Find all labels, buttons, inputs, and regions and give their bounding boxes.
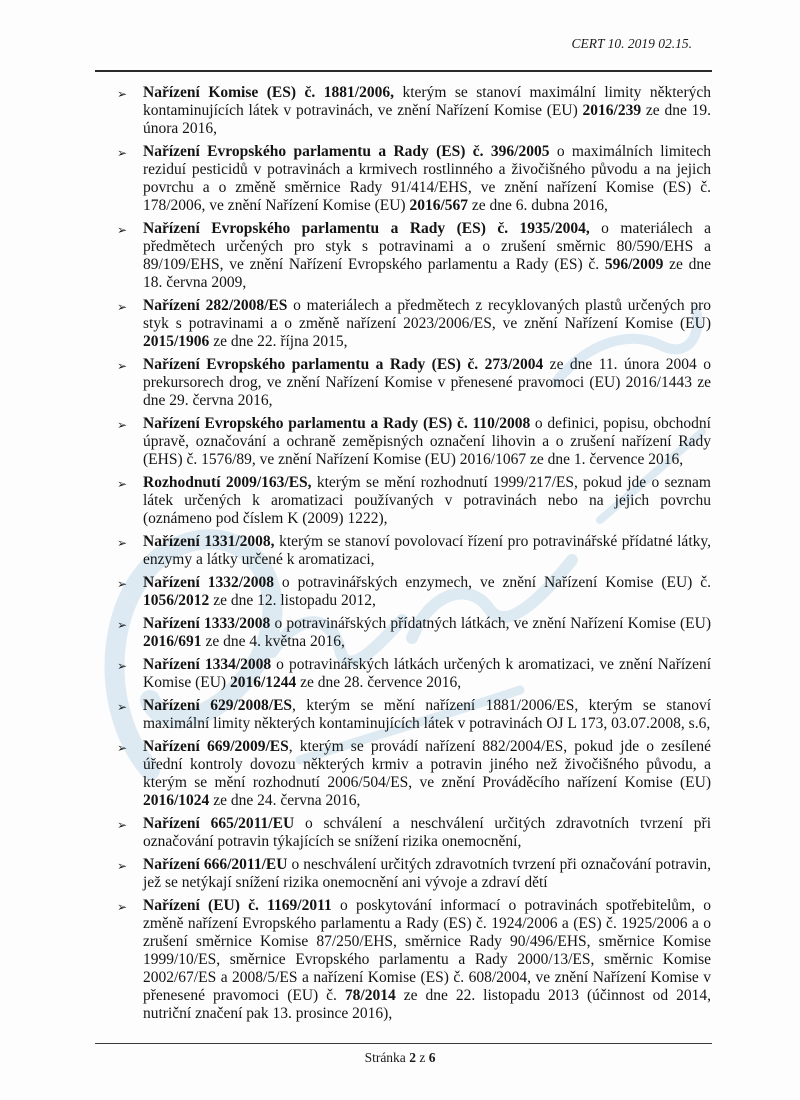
text-segment: 78/2014 (344, 987, 396, 1004)
list-item (95, 656, 711, 692)
text-segment: 2016/239 (582, 102, 642, 119)
text-segment: Nařízení 669/2009/ES (143, 738, 289, 755)
text-segment: ze dne 6. dubna 2016, (468, 197, 608, 214)
list-item (95, 574, 711, 610)
text-segment: 596/2009 (604, 256, 664, 273)
list-item (95, 220, 711, 292)
bullet-arrow-icon: ➢ (117, 536, 128, 550)
page-number-current: 2 (409, 1050, 416, 1065)
list-item (95, 856, 711, 892)
bullet-arrow-icon: ➢ (117, 300, 128, 314)
list-item (95, 815, 711, 851)
text-segment: Nařízení (EU) č. 1169/2011 (143, 897, 332, 914)
text-segment: Nařízení 1334/2008 (143, 656, 272, 673)
text-segment: kterým se stanoví povolovací řízení pro potravinářské přídatné látky, enzymy a látky určené k aromatizaci, (143, 533, 711, 568)
list-item (95, 897, 711, 1023)
page-number-of: z (419, 1050, 426, 1065)
text-segment: o maximálních limitech reziduí pesticidů v potravinách a krmivech rostlinného a živočišného původu a na jejich povrchu a o změně směrnice Rady 91/414/EHS, ve znění nařízení Komise (ES) č. 178/2006, ve znění Nařízení Komise (EU) (143, 143, 711, 214)
text-segment: ze dne 24. června 2016, (209, 792, 361, 809)
text-segment: ze dne 18. června 2009, (143, 256, 711, 291)
footer-rule (95, 1043, 712, 1044)
list-item (95, 533, 711, 569)
text-segment: o potravinářských enzymech, ve znění Nařízení Komise (EU) č. (274, 574, 711, 591)
list-item (95, 697, 711, 733)
regulation-list (95, 84, 711, 1028)
text-segment: kterým se stanoví maximální limity některých kontaminujících látek v potravinách, ve znění Nařízení Komise (EU) (143, 84, 711, 119)
text-segment: Nařízení Evropského parlamentu a Rady (ES) č. 1935/2004, (143, 220, 590, 237)
text-segment: Nařízení 1333/2008 (143, 615, 271, 632)
text-segment: 2016/1024 (143, 792, 210, 809)
bullet-arrow-icon: ➢ (117, 146, 128, 160)
text-segment: Nařízení Evropského parlamentu a Rady (ES) č. 273/2004 (143, 356, 544, 373)
list-item (95, 474, 711, 528)
text-segment: ze dne 28. července 2016, (296, 674, 462, 691)
text-segment: 2015/1906 (143, 333, 210, 350)
document-reference: CERT 10. 2019 02.15. (571, 36, 692, 51)
text-segment: Nařízení 282/2008/ES (143, 297, 288, 314)
text-segment: Nařízení Komise (ES) č. 1881/2006, (143, 84, 394, 101)
text-segment: ze dne 11. února 2004 o prekursorech drog, ve znění Nařízení Komise v přenesené pravomoci (EU) 2016/1443 ze dne 29. června 2016, (143, 356, 712, 409)
text-segment: Nařízení 666/2011/EU (143, 856, 288, 873)
text-segment: Nařízení Evropského parlamentu a Rady (ES) č. 396/2005 (143, 143, 550, 160)
page-number-label: Stránka (364, 1050, 406, 1065)
header-rule (95, 70, 712, 72)
text-segment: Nařízení Evropského parlamentu a Rady (ES) č. 110/2008 (143, 415, 531, 432)
text-segment: o poskytování informací o potravinách spotřebitelům, o změně nařízení Evropského parlamentu a Rady (ES) č. 1924/2006 a (ES) č. 1925/2006 a o zrušení směrnice Komise 87/250/EHS, směrnice Rady 90/496/EHS, směrnice Komise 1999/10/ES, směrnice Evropského parlamentu a Rady 2000/13/ES, směrnic Komise 2002/67/ES a 2008/5/ES a nařízení Komise (ES) č. 608/2004, ve znění Nařízení Komise v přenesené pravomoci (EU) č. (143, 897, 711, 1004)
text-segment: o materiálech a předmětech z recyklovaných plastů určených pro styk s potravinami a o změně nařízení 2023/2006/ES, ve znění Nařízení Komise (EU) (143, 297, 712, 332)
list-item (95, 415, 711, 469)
list-item (95, 143, 711, 215)
text-segment: ze dne 4. května 2016, (201, 633, 345, 650)
text-segment: ze dne 12. listopadu 2012, (209, 592, 376, 609)
text-segment: kterým se mění rozhodnutí 1999/217/ES, pokud jde o seznam látek určených k aromatizaci používaných v potravinách nebo na jejich povrchu (oznámeno pod číslem K (2009) 1222), (143, 474, 711, 527)
bullet-arrow-icon: ➢ (117, 700, 128, 714)
list-item (95, 84, 711, 138)
bullet-arrow-icon: ➢ (117, 477, 128, 491)
text-segment: 1056/2012 (143, 592, 210, 609)
text-segment: ze dne 19. února 2016, (143, 102, 711, 137)
text-segment: o materiálech a předmětech určených pro styk s potravinami a o zrušení směrnic 80/590/EHS a 89/109/EHS, ve znění Nařízení Evropského parlamentu a Rady (ES) č. (143, 220, 712, 273)
text-segment: Nařízení 1332/2008 (143, 574, 275, 591)
bullet-arrow-icon: ➢ (117, 859, 128, 873)
bullet-arrow-icon: ➢ (117, 418, 128, 432)
bullet-arrow-icon: ➢ (117, 359, 128, 373)
bullet-arrow-icon: ➢ (117, 577, 128, 591)
bullet-arrow-icon: ➢ (117, 223, 128, 237)
list-item (95, 738, 711, 810)
list-item (95, 356, 711, 410)
text-segment: Nařízení 1331/2008, (143, 533, 275, 550)
text-segment: 2016/691 (143, 633, 202, 650)
bullet-arrow-icon: ➢ (117, 900, 128, 914)
list-item (95, 297, 711, 351)
text-segment: o potravinářských látkách určených k aromatizaci, ve znění Nařízení Komise (EU) (143, 656, 712, 691)
bullet-arrow-icon: ➢ (117, 659, 128, 673)
bullet-arrow-icon: ➢ (117, 618, 128, 632)
page-number (0, 1050, 800, 1066)
text-segment: ze dne 22. listopadu 2013 (účinnost od 2014, nutriční značení pak 13. prosince 2016), (143, 987, 711, 1022)
text-segment: , kterým se mění nařízení 1881/2006/ES, kterým se stanoví maximální limity některých kontaminujících látek v potravinách OJ L 173, 03.07.2008, s.6, (143, 697, 712, 732)
text-segment: o neschválení určitých zdravotních tvrzení při označování potravin, jež se netýkají snížení rizika onemocnění ani vývoje a zdraví dětí (143, 856, 711, 891)
bullet-arrow-icon: ➢ (117, 818, 128, 832)
text-segment: o schválení a neschválení určitých zdravotních tvrzení při označování potravin týkajících se snížení rizika onemocnění, (143, 815, 712, 850)
text-segment: , kterým se provádí nařízení 882/2004/ES, pokud jde o zesílené úřední kontroly dovozu některých krmiv a potravin jiného než živočišného původu, a kterým se mění rozhodnutí 2006/504/ES, ve znění Prováděcího nařízení Komise (EU) (143, 738, 711, 791)
page-number-total: 6 (428, 1050, 436, 1065)
text-segment: 2016/567 (409, 197, 468, 214)
list-item (95, 615, 711, 651)
bullet-arrow-icon: ➢ (117, 87, 128, 101)
text-segment: Nařízení 629/2008/ES (143, 697, 293, 714)
bullet-arrow-icon: ➢ (117, 741, 128, 755)
text-segment: ze dne 22. října 2015, (209, 333, 348, 350)
text-segment: Rozhodnutí 2009/163/ES, (143, 474, 312, 491)
text-segment: Nařízení 665/2011/EU (143, 815, 295, 832)
text-segment: o potravinářských přídatných látkách, ve znění Nařízení Komise (EU) (270, 615, 712, 632)
text-segment: o definici, popisu, obchodní úpravě, označování a ochraně zeměpisných označení lihovin a o zrušení nařízení Rady (EHS) č. 1576/89, ve znění Nařízení Komise (EU) 2016/1067 ze dne 1. července 2016, (143, 415, 711, 468)
text-segment: 2016/1244 (229, 674, 297, 691)
